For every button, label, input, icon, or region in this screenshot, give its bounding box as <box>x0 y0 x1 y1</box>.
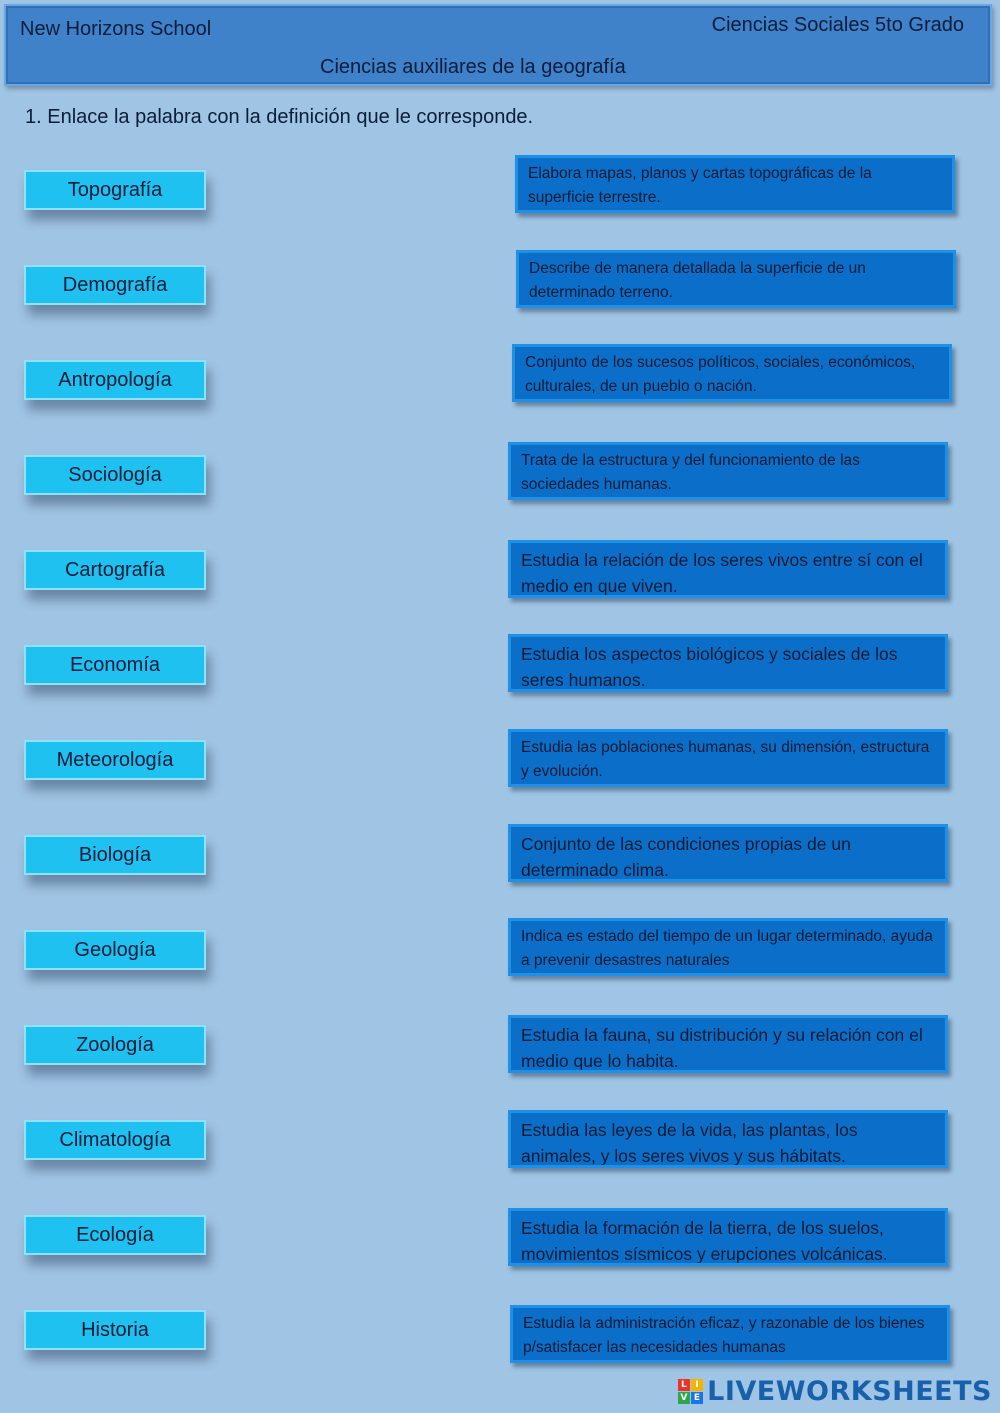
word-box[interactable]: Historia <box>24 1310 206 1350</box>
definition-box[interactable]: Estudia la fauna, su distribución y su relación con el medio que lo habita. <box>508 1015 948 1073</box>
instruction-text: 1. Enlace la palabra con la definición que le corresponde. <box>25 106 534 128</box>
definition-box[interactable]: Indica es estado del tiempo de un lugar determinado, ayuda a prevenir desastres naturales <box>508 918 948 976</box>
definition-box[interactable]: Estudia las poblaciones humanas, su dimensión, estructura y evolución. <box>508 729 948 787</box>
topic-title: Ciencias auxiliares de la geografía <box>320 56 626 78</box>
school-name: New Horizons School <box>20 18 212 40</box>
definition-box[interactable]: Elabora mapas, planos y cartas topográficas de la superficie terrestre. <box>515 155 955 213</box>
definition-box[interactable]: Trata de la estructura y del funcionamiento de las sociedades humanas. <box>508 442 948 500</box>
header-banner <box>4 4 992 86</box>
definition-box[interactable]: Estudia las leyes de la vida, las plantas, los animales, y los seres vivos y sus hábitats. <box>508 1110 948 1168</box>
word-box[interactable]: Meteorología <box>24 740 206 780</box>
definition-box[interactable]: Estudia los aspectos biológicos y sociales de los seres humanos. <box>508 634 948 692</box>
brand-text: LIVEWORKSHEETS <box>707 1376 992 1407</box>
word-box[interactable]: Sociología <box>24 455 206 495</box>
word-box[interactable]: Ecología <box>24 1215 206 1255</box>
word-box[interactable]: Zoología <box>24 1025 206 1065</box>
definition-box[interactable]: Conjunto de las condiciones propias de un determinado clima. <box>508 824 948 882</box>
liveworksheets-logo-icon <box>678 1379 703 1404</box>
definition-box[interactable]: Estudia la relación de los seres vivos entre sí con el medio en que viven. <box>508 540 948 598</box>
grade-label: Ciencias Sociales 5to Grado <box>711 14 964 36</box>
word-box[interactable]: Climatología <box>24 1120 206 1160</box>
word-box[interactable]: Biología <box>24 835 206 875</box>
word-box[interactable]: Economía <box>24 645 206 685</box>
definition-box[interactable]: Conjunto de los sucesos políticos, sociales, económicos, culturales, de un pueblo o nación. <box>512 344 952 402</box>
word-box[interactable]: Cartografía <box>24 550 206 590</box>
liveworksheets-brand <box>678 1376 992 1407</box>
word-box[interactable]: Antropología <box>24 360 206 400</box>
definition-box[interactable]: Describe de manera detallada la superficie de un determinado terreno. <box>516 250 956 308</box>
definition-box[interactable]: Estudia la administración eficaz, y razonable de los bienes p/satisfacer las necesidades humanas <box>510 1305 950 1363</box>
word-box[interactable]: Demografía <box>24 265 206 305</box>
logo-letter: V <box>678 1392 690 1404</box>
logo-letter: I <box>691 1379 703 1391</box>
definition-box[interactable]: Estudia la formación de la tierra, de los suelos, movimientos sísmicos y erupciones volcánicas. <box>508 1208 948 1266</box>
logo-letter: L <box>678 1379 690 1391</box>
logo-letter: E <box>691 1392 703 1404</box>
word-box[interactable]: Geología <box>24 930 206 970</box>
word-box[interactable]: Topografía <box>24 170 206 210</box>
